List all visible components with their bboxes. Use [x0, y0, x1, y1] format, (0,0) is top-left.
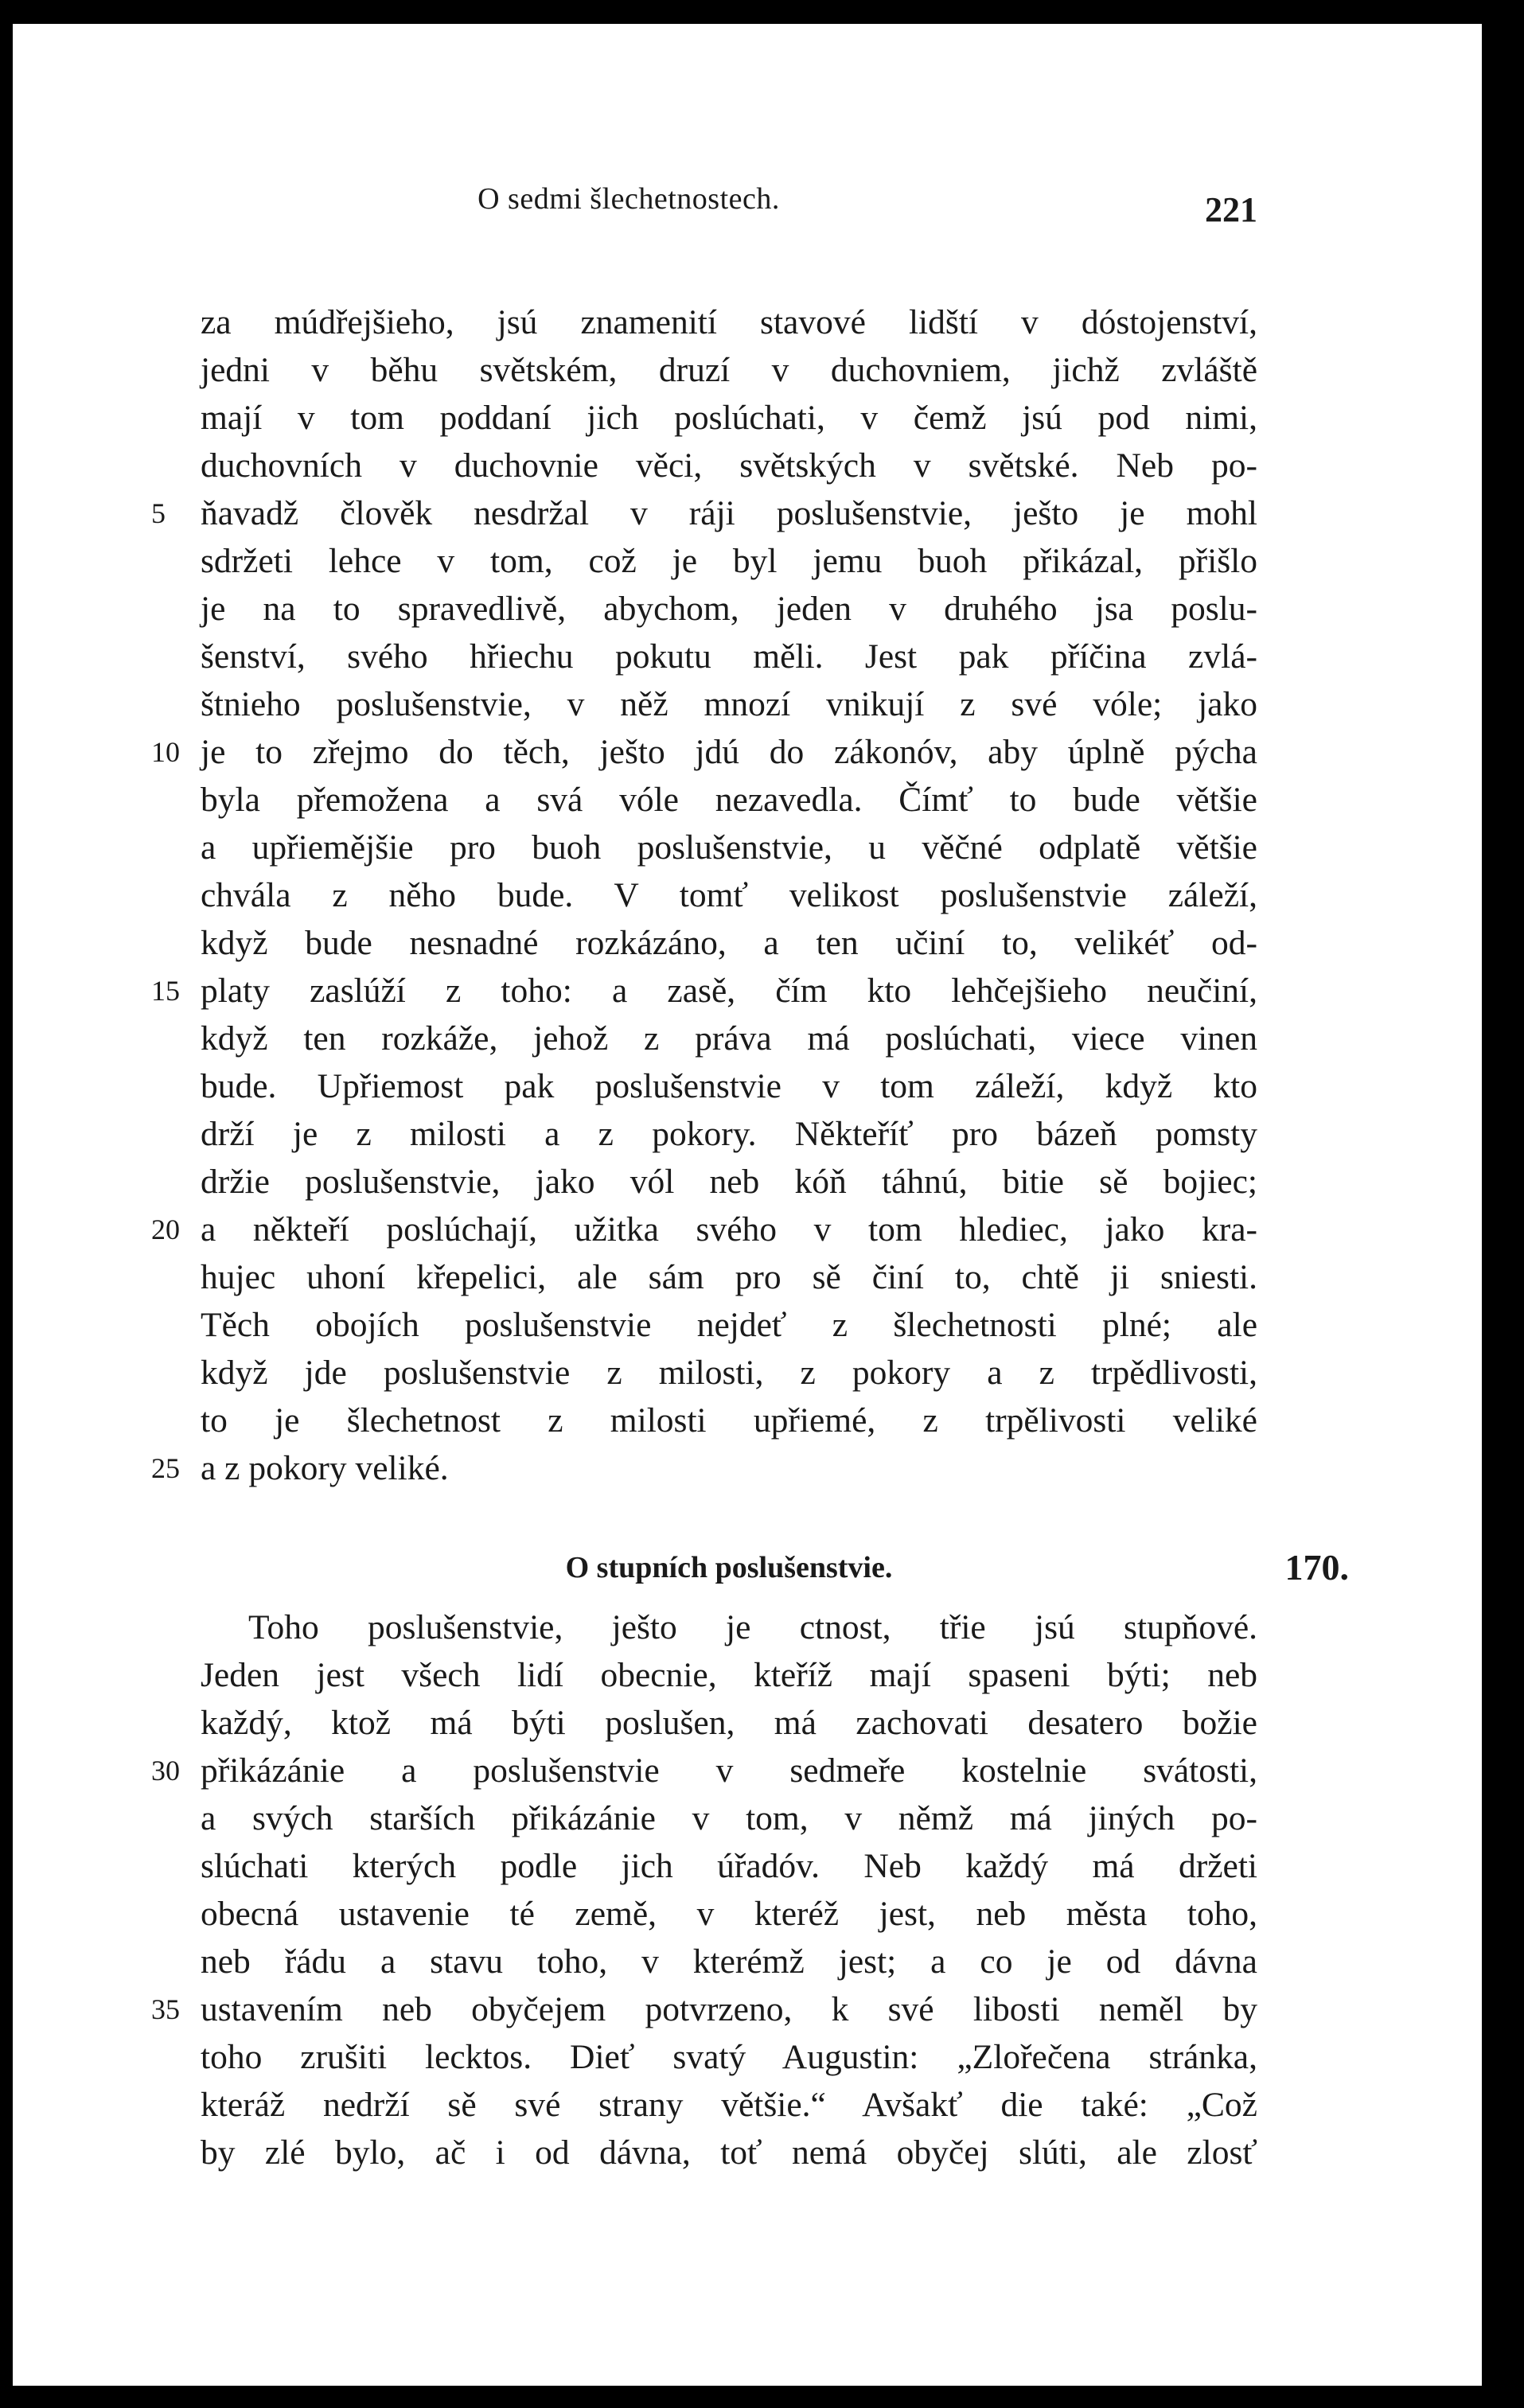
text-line: a z pokory veliké. [201, 1449, 449, 1487]
text-line: a svých starších přikázánie v tom, v němž má jiných po- [201, 1799, 1257, 1837]
text-line: chvála z něho bude. V tomť velikost poslušenstvie záleží, [201, 876, 1257, 914]
text-line: když bude nesnadné rozkázáno, a ten učiní to, velikéť od- [201, 924, 1257, 962]
text-line: je na to spravedlivě, abychom, jeden v druhého jsa poslu- [201, 590, 1257, 628]
text-line: je to zřejmo do těch, ješto jdú do zákonóv, aby úplně pýcha [201, 733, 1257, 771]
section-heading: O stupních poslušenstvie. [565, 1551, 893, 1584]
line-number: 5 [151, 497, 166, 529]
text-line: slúchati kterých podle jich úřadóv. Neb každý má držeti [201, 1847, 1257, 1885]
text-line: byla přemožena a svá vóle nezavedla. Čímť to bude většie [201, 781, 1257, 819]
text-line: ustavením neb obyčejem potvrzeno, k své libosti neměl by [201, 1990, 1257, 2028]
text-line: bude. Upřiemost pak poslušenstvie v tom záleží, když kto [201, 1067, 1257, 1105]
text-line: neb řádu a stavu toho, v kterémž jest; a co je od dávna [201, 1942, 1257, 1981]
scan-border-top [0, 0, 1524, 24]
line-number: 15 [151, 975, 180, 1007]
text-line: a někteří poslúchají, užitka svého v tom hlediec, jako kra- [201, 1210, 1257, 1249]
text-line: sdržeti lehce v tom, což je byl jemu buoh přikázal, přišlo [201, 542, 1257, 580]
text-line: a upřiemějšie pro buoh poslušenstvie, u věčné odplatě většie [201, 828, 1257, 867]
text-line: platy zaslúží z toho: a zasě, čím kto lehčejšieho neučiní, [201, 972, 1257, 1010]
text-line: obecná ustavenie té země, v kteréž jest, neb města toho, [201, 1895, 1257, 1933]
text-line: když jde poslušenstvie z milosti, z pokory a z trpědlivosti, [201, 1354, 1257, 1392]
text-line: Toho poslušenstvie, ješto je ctnost, třie jsú stupňové. [248, 1608, 1257, 1646]
text-line: Těch obojích poslušenstvie nejdeť z šlechetnosti plné; ale [201, 1306, 1257, 1344]
text-line: toho zrušiti lecktos. Dieť svatý Augustin: „Zlořečena stránka, [201, 2038, 1257, 2076]
text-line: ňavadž člověk nesdržal v ráji poslušenstvie, ješto je mohl [201, 494, 1257, 532]
page-number: 221 [1205, 190, 1257, 229]
line-number: 10 [151, 736, 180, 768]
line-number: 35 [151, 1993, 180, 2025]
section-number: 170. [1284, 1547, 1349, 1588]
text-line: jedni v běhu světském, druzí v duchovniem, jichž zvláště [201, 351, 1257, 389]
text-line: Jeden jest všech lidí obecnie, kteříž mají spaseni býti; neb [201, 1656, 1257, 1694]
text-line: mají v tom poddaní jich poslúchati, v čemž jsú pod nimi, [201, 399, 1257, 437]
text-line: štnieho poslušenstvie, v něž mnozí vnikují z své vóle; jako [201, 685, 1257, 723]
text-line: za múdřejšieho, jsú znamenití stavové lidští v dóstojenství, [201, 303, 1257, 341]
text-line: držie poslušenstvie, jako vól neb kóň táhnú, bitie sě bojiec; [201, 1163, 1257, 1201]
scan-border-right [1482, 0, 1524, 2408]
text-line: šenství, svého hřiechu pokutu měli. Jest pak příčina zvlá- [201, 637, 1257, 676]
line-number: 30 [151, 1755, 180, 1787]
text-line: každý, ktož má býti poslušen, má zachovati desatero božie [201, 1704, 1257, 1742]
text-line: duchovních v duchovnie věci, světských v světské. Neb po- [201, 446, 1257, 485]
text-line: by zlé bylo, ač i od dávna, toť nemá obyčej slúti, ale zlosť [201, 2133, 1257, 2172]
line-number: 20 [151, 1214, 180, 1245]
text-line: to je šlechetnost z milosti upřiemé, z trpělivosti veliké [201, 1401, 1257, 1440]
text-line: přikázánie a poslušenstvie v sedmeře kostelnie svátosti, [201, 1751, 1257, 1790]
scan-border-bottom [0, 2386, 1524, 2408]
running-head: O sedmi šlechetnostech. [477, 182, 780, 216]
text-line: hujec uhoní křepelici, ale sám pro sě činí to, chtě ji sniesti. [201, 1258, 1257, 1296]
line-number: 25 [151, 1452, 180, 1484]
text-line: drží je z milosti a z pokory. Někteříť pro bázeň pomsty [201, 1115, 1257, 1153]
text-line: když ten rozkáže, jehož z práva má poslúchati, viece vinen [201, 1019, 1257, 1058]
text-line: kteráž nedrží sě své strany většie.“ Avšakť die také: „Což [201, 2086, 1257, 2124]
scan-border-left [0, 0, 13, 2408]
